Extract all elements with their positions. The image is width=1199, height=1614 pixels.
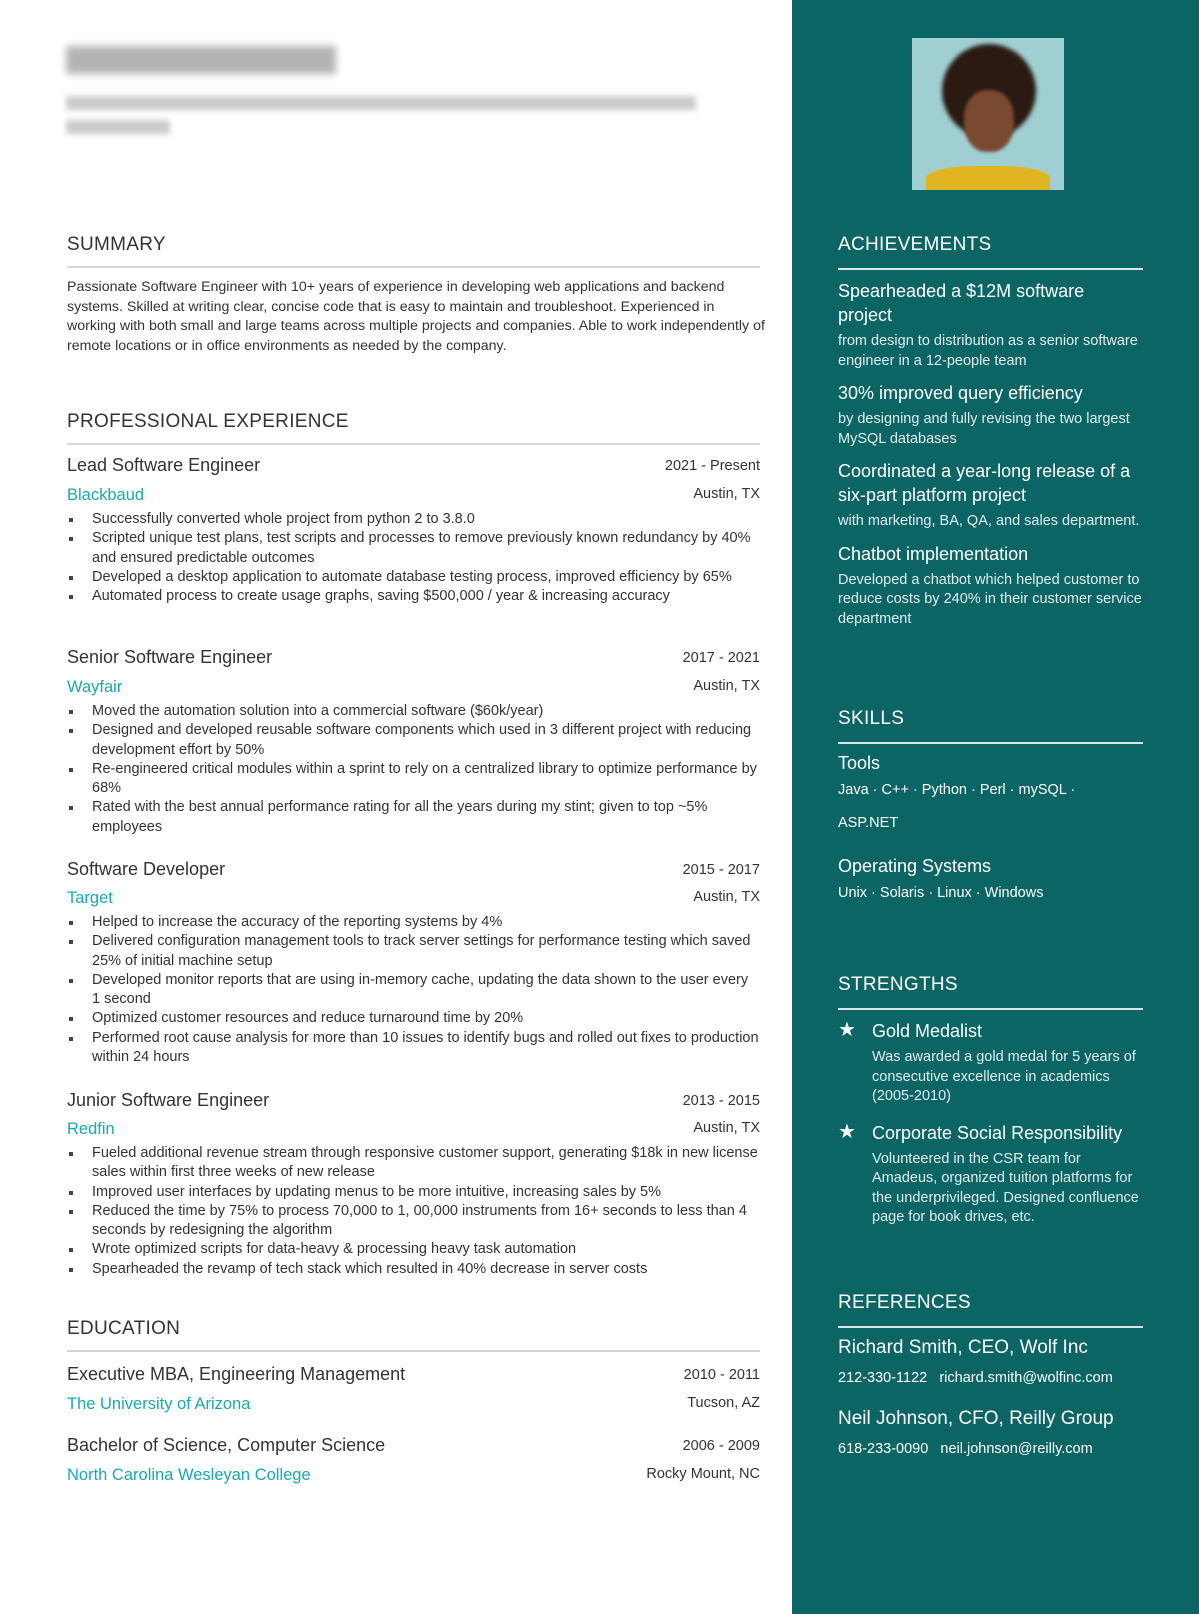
star-icon: ★	[838, 1120, 856, 1143]
photo-shirt	[926, 166, 1050, 190]
skill-group	[838, 856, 1143, 910]
skill-list: ASP.NET	[838, 815, 899, 831]
divider	[67, 443, 760, 445]
list-item: Spearheaded the revamp of tech stack which resulted in 40% decrease in server costs	[67, 1260, 760, 1279]
degree-title: Bachelor of Science, Computer Science	[67, 1435, 386, 1455]
achievement-heading: Spearheaded a $12M software project	[838, 281, 1085, 325]
reference-item	[838, 1407, 1143, 1460]
list-item: Successfully converted whole project from python 2 to 3.8.0	[67, 510, 760, 529]
star-icon: ★	[838, 1019, 856, 1041]
photo-face	[964, 90, 1014, 152]
redacted-contact-info	[66, 96, 696, 110]
list-item: Delivered configuration management tools to track server settings for performance testing which saved 25% of initial machine setup	[67, 932, 760, 971]
reference-email[interactable]: richard.smith@wolfinc.com	[939, 1370, 1113, 1386]
list-item: Performed root cause analysis for more than 10 issues to identify bugs and rolled out fixes to production within 24 hours	[67, 1029, 760, 1068]
achievement-item	[838, 381, 1143, 449]
list-item: Improved user interfaces by updating menus to be more intuitive, increasing sales by 5%	[67, 1183, 760, 1202]
job-bullets	[67, 913, 760, 1067]
job-bullets	[67, 510, 760, 606]
summary-title: SUMMARY	[67, 234, 166, 255]
achievement-item	[838, 279, 1143, 371]
job-entry	[67, 859, 760, 1067]
reference-email[interactable]: neil.johnson@reilly.com	[940, 1440, 1093, 1457]
list-item: Wrote optimized scripts for data-heavy & processing heavy task automation	[67, 1240, 760, 1259]
achievements-section	[838, 234, 1143, 629]
skill-list: Unix · Solaris · Linux · Windows	[838, 885, 1044, 901]
experience-section	[67, 411, 760, 445]
strength-heading: Gold Medalist	[872, 1021, 983, 1041]
experience-title: PROFESSIONAL EXPERIENCE	[67, 411, 349, 432]
job-entry	[67, 455, 760, 606]
school-location: Tucson, AZ	[687, 1395, 760, 1411]
education-subheader	[67, 1466, 760, 1490]
reference-contact	[838, 1440, 1143, 1460]
job-subheader	[67, 486, 760, 510]
achievement-desc: Developed a chatbot which helped customer to reduce costs by 240% in their customer service department	[838, 571, 1142, 627]
reference-phone: 618-233-0090	[838, 1440, 929, 1457]
skills-section	[838, 708, 1143, 910]
reference-name: Richard Smith, CEO, Wolf Inc	[838, 1337, 1088, 1358]
achievement-heading: 30% improved query efficiency	[838, 383, 1083, 403]
list-item: Rated with the best annual performance rating for all the years during my stint; given to top ~5% employees	[67, 798, 760, 837]
achievement-heading: Coordinated a year-long release of a six-part platform project	[838, 461, 1131, 505]
redacted-contact-info-line2	[66, 120, 170, 134]
job-dates: 2015 - 2017	[682, 862, 760, 878]
achievement-desc: from design to distribution as a senior software engineer in a 12-people team	[838, 333, 1138, 369]
job-subheader	[67, 678, 760, 702]
summary-section	[67, 234, 760, 268]
achievement-item	[838, 459, 1143, 532]
strengths-section	[838, 974, 1143, 1228]
company-name: Wayfair	[67, 678, 123, 696]
skills-title: SKILLS	[838, 708, 905, 729]
school-name: North Carolina Wesleyan College	[67, 1466, 311, 1484]
education-entry	[67, 1435, 760, 1490]
divider	[838, 1326, 1143, 1328]
list-item: Scripted unique test plans, test scripts and processes to remove previously known redundancy by 40% and ensured predictable outcomes	[67, 529, 760, 568]
job-title: Senior Software Engineer	[67, 647, 273, 667]
job-header	[67, 455, 760, 479]
list-item: Designed and developed reusable software components which used in 3 different project with reducing development effort by 50%	[67, 721, 760, 760]
reference-name: Neil Johnson, CFO, Reilly Group	[838, 1407, 1114, 1429]
list-item: Automated process to create usage graphs, saving $500,000 / year & increasing accuracy	[67, 587, 760, 606]
strength-item	[838, 1019, 1143, 1107]
list-item: Re-engineered critical modules within a sprint to rely on a centralized library to optimize performance by 68%	[67, 760, 760, 799]
job-subheader	[67, 889, 760, 913]
achievement-heading: Chatbot implementation	[838, 543, 1029, 564]
job-title: Lead Software Engineer	[67, 455, 261, 475]
job-title: Junior Software Engineer	[67, 1090, 270, 1110]
job-bullets	[67, 702, 760, 837]
school-location: Rocky Mount, NC	[646, 1466, 760, 1482]
references-section	[838, 1292, 1143, 1459]
list-item: Developed a desktop application to automate database testing process, improved efficiency by 65%	[67, 568, 760, 587]
job-title: Software Developer	[67, 859, 226, 879]
summary-text: Passionate Software Engineer with 10+ years of experience in developing web applications and backend systems. Skilled at writing clear, concise code that is easy to maintain and troubleshoot. Experienced in working with both small and large teams across multiple projects and companies. Able to work independently of remote locations or in office environments as needed by the company.	[67, 279, 765, 354]
skill-list: Java · C++ · Python · Perl · mySQL ·	[838, 782, 1076, 798]
strength-item	[838, 1121, 1143, 1228]
list-item: Helped to increase the accuracy of the reporting systems by 4%	[67, 913, 760, 932]
list-item: Fueled additional revenue stream through responsive customer support, generating $18k in new license sales within first three weeks of new release	[67, 1144, 760, 1183]
divider	[838, 742, 1143, 744]
degree-title: Executive MBA, Engineering Management	[67, 1364, 406, 1384]
divider	[838, 268, 1143, 270]
job-location: Austin, TX	[693, 486, 760, 502]
list-item: Reduced the time by 75% to process 70,000 to 1, 00,000 instruments from 16+ seconds to less than 4 seconds by redesigning the algorithm	[67, 1202, 760, 1241]
achievement-item	[838, 542, 1143, 630]
company-name: Target	[67, 889, 113, 907]
redacted-name	[66, 46, 336, 74]
skill-group-heading: Tools	[838, 753, 881, 773]
strengths-title: STRENGTHS	[838, 974, 958, 995]
strength-desc: Volunteered in the CSR team for Amadeus, organized tuition platforms for the underprivileged. Designed confluence page for book drives, etc.	[872, 1150, 1139, 1225]
strength-heading: Corporate Social Responsibility	[872, 1122, 1123, 1143]
divider	[838, 1008, 1143, 1010]
reference-item	[838, 1336, 1143, 1389]
job-header	[67, 647, 760, 671]
job-dates: 2017 - 2021	[682, 650, 760, 666]
strength-desc: Was awarded a gold medal for 5 years of consecutive excellence in academics (2005-2010)	[872, 1049, 1136, 1104]
divider	[67, 1350, 760, 1352]
education-header	[67, 1364, 760, 1388]
school-name: The University of Arizona	[67, 1395, 251, 1413]
reference-phone: 212-330-1122	[838, 1370, 928, 1386]
achievements-title: ACHIEVEMENTS	[838, 234, 992, 255]
list-item: Moved the automation solution into a commercial software ($60k/year)	[67, 702, 760, 721]
profile-photo	[912, 38, 1064, 190]
skill-group-heading: Operating Systems	[838, 856, 992, 876]
reference-contact	[838, 1369, 1143, 1389]
education-dates: 2010 - 2011	[683, 1367, 760, 1383]
divider	[67, 266, 760, 268]
job-entry	[67, 1090, 760, 1279]
job-header	[67, 1090, 760, 1114]
education-subheader	[67, 1395, 760, 1419]
skill-group	[838, 753, 1143, 840]
list-item: Developed monitor reports that are using in-memory cache, updating the data shown to the user every 1 second	[67, 971, 760, 1010]
education-header	[67, 1435, 760, 1459]
company-name: Redfin	[67, 1120, 115, 1138]
company-name: Blackbaud	[67, 486, 145, 504]
education-entry	[67, 1364, 760, 1419]
achievement-desc: by designing and fully revising the two largest MySQL databases	[838, 411, 1130, 447]
achievement-desc: with marketing, BA, QA, and sales department.	[838, 513, 1140, 529]
job-header	[67, 859, 760, 883]
references-title: REFERENCES	[838, 1292, 971, 1313]
job-location: Austin, TX	[693, 889, 760, 905]
list-item: Optimized customer resources and reduce turnaround time by 20%	[67, 1009, 760, 1028]
job-bullets	[67, 1144, 760, 1279]
education-title: EDUCATION	[67, 1318, 181, 1339]
job-entry	[67, 647, 760, 837]
education-section	[67, 1318, 760, 1352]
education-dates: 2006 - 2009	[682, 1438, 760, 1454]
job-location: Austin, TX	[693, 678, 760, 694]
job-location: Austin, TX	[693, 1120, 760, 1136]
job-dates: 2021 - Present	[664, 458, 760, 474]
job-subheader	[67, 1120, 760, 1144]
job-dates: 2013 - 2015	[682, 1093, 760, 1109]
